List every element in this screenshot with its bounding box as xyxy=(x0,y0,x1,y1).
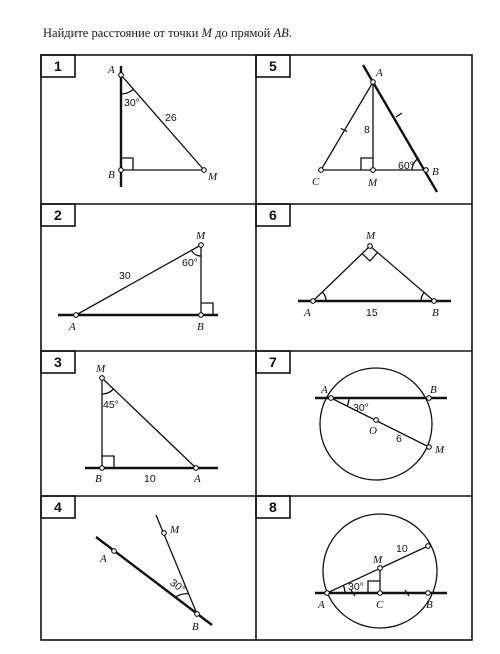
problem-number-2: 2 xyxy=(54,207,62,223)
figure-3 xyxy=(85,376,218,471)
label-5-a: A xyxy=(376,67,383,79)
problem-number-6: 6 xyxy=(269,207,277,223)
angle-4: 30° xyxy=(167,576,188,596)
problem-number-4: 4 xyxy=(54,499,62,515)
problem-number-1: 1 xyxy=(54,58,62,74)
label-7-o: O xyxy=(369,425,377,437)
label-5-c: C xyxy=(312,176,320,188)
label-4-a: A xyxy=(100,553,107,565)
label-6-a: A xyxy=(304,307,311,319)
angle-8: 30° xyxy=(348,581,364,593)
figure-4 xyxy=(96,515,212,625)
problem-number-3: 3 xyxy=(54,354,62,370)
length-1: 26 xyxy=(165,112,177,124)
label-4-m: M xyxy=(170,524,180,536)
label-2-m: M xyxy=(196,230,206,242)
number-tabs xyxy=(41,55,290,518)
label-8-a: A xyxy=(318,599,325,611)
label-2-a: A xyxy=(69,321,76,333)
figure-2 xyxy=(58,243,218,318)
label-7-m: M xyxy=(435,444,445,456)
label-8-c: C xyxy=(376,599,384,611)
label-2-b: B xyxy=(197,321,204,333)
length-7: 6 xyxy=(396,433,402,445)
figure-5 xyxy=(319,65,437,192)
angle-7: 30° xyxy=(353,402,369,414)
label-5-b: B xyxy=(432,166,439,178)
title-text-1: Найдите расстояние от точки xyxy=(43,26,202,40)
angle-1: 30° xyxy=(124,97,140,109)
label-3-b: B xyxy=(95,473,102,485)
page-title xyxy=(43,26,292,40)
title-text-2: до прямой xyxy=(211,26,274,40)
figure-6 xyxy=(298,244,451,304)
angle-3: 45° xyxy=(103,399,119,411)
problem-number-8: 8 xyxy=(269,499,277,515)
label-1-a: A xyxy=(108,64,115,76)
label-7-b: B xyxy=(430,384,437,396)
length-8: 10 xyxy=(396,543,408,555)
length-6: 15 xyxy=(366,307,378,319)
label-8-b: B xyxy=(426,599,433,611)
label-8-m: M xyxy=(373,554,383,566)
label-7-a: A xyxy=(321,384,328,396)
problem-number-7: 7 xyxy=(269,354,277,370)
label-5-m: M xyxy=(368,177,378,189)
title-line: AB xyxy=(273,26,289,40)
figure-7 xyxy=(315,368,447,480)
angle-2: 60° xyxy=(182,257,198,269)
problem-number-5: 5 xyxy=(269,58,277,74)
length-3: 10 xyxy=(144,473,156,485)
angle-5: 60° xyxy=(398,160,414,172)
label-3-m: M xyxy=(96,363,106,375)
length-5: 8 xyxy=(364,124,370,136)
label-4-b: B xyxy=(192,621,199,633)
label-1-b: B xyxy=(108,169,115,181)
label-6-b: B xyxy=(432,307,439,319)
title-point: M xyxy=(201,26,212,40)
figure-1 xyxy=(119,66,207,187)
title-text-3: . xyxy=(288,26,292,40)
label-3-a: A xyxy=(194,473,201,485)
label-6-m: M xyxy=(366,230,376,242)
label-1-m: M xyxy=(208,171,218,183)
length-2: 30 xyxy=(119,270,131,282)
